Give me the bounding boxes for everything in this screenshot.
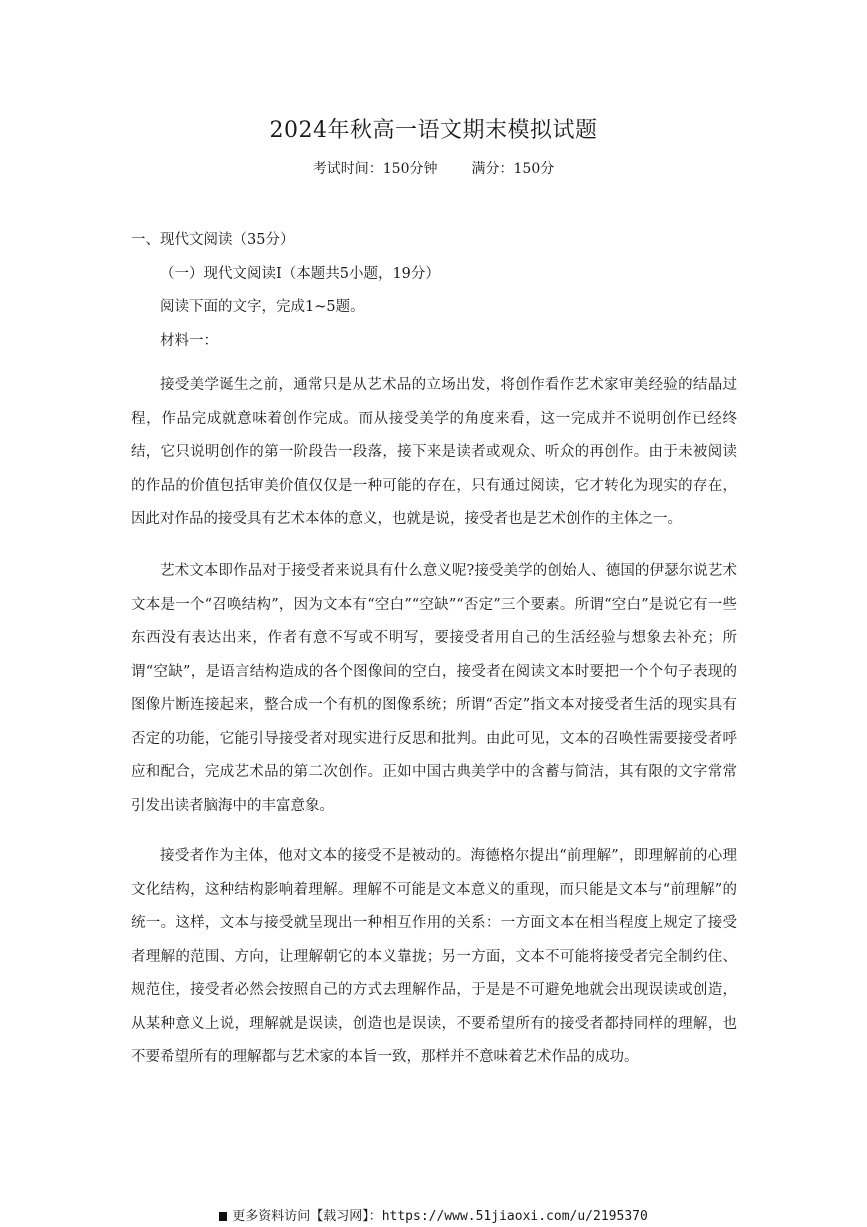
material-label: 材料一： <box>160 333 218 349</box>
full-score: 满分：150分 <box>471 161 555 177</box>
section-subheading: （一）现代文阅读Ⅰ（本题共5小题，19分） <box>160 266 440 282</box>
exam-info <box>0 158 867 178</box>
exam-time: 考试时间：150分钟 <box>312 161 438 177</box>
reading-instruction: 阅读下面的文字，完成1~5题。 <box>160 299 365 315</box>
flag-icon <box>219 1212 227 1221</box>
paragraph-1: 接受美学诞生之前，通常只是从艺术品的立场出发，将创作看作艺术家审美经验的结晶过程，作品完成就意味着创作完成。而从接受美学的角度来看，这一完成并不说明创作已经终结，它只说明创作的第一阶段告一段落，接下来是读者或观众、听众的再创作。由于未被阅读的作品的价值包括审美价值仅仅是一种可能的存在，只有通过阅读，它才转化为现实的存在，因此对作品的接受具有艺术本体的意义，也就是说，接受者也是艺术创作的主体之一。 <box>131 377 737 527</box>
footer-text: 更多资料访问【载习网】：https://www.51jiaoxi.com/u/2195370 <box>232 1209 648 1224</box>
footer-link[interactable] <box>0 1205 867 1224</box>
paragraph-3: 接受者作为主体，他对文本的接受不是被动的。海德格尔提出“前理解”，即理解前的心理文化结构，这种结构影响着理解。理解不可能是文本意义的重现，而只能是文本与“前理解”的统一。这样，文本与接受就呈现出一种相互作用的关系：一方面文本在相当程度上规定了接受者理解的范围、方向，让理解朝它的本义靠拢；另一方面，文本不可能将接受者完全制约住、规范住，接受者必然会按照自己的方式去理解作品，于是是不可避免地就会出现误读或创造，从某种意义上说，理解就是误读，创造也是误读，不要希望所有的接受者都持同样的理解，也不要希望所有的理解都与艺术家的本旨一致，那样并不意味着艺术作品的成功。 <box>131 848 737 1065</box>
page-title: 2024年秋高一语文期末模拟试题 <box>269 118 598 143</box>
section-heading: 一、现代文阅读（35分） <box>131 232 295 248</box>
paragraph-2: 艺术文本即作品对于接受者来说具有什么意义呢?接受美学的创始人、德国的伊瑟尔说艺术文本是一个“召唤结构”，因为文本有“空白”“空缺”“否定”三个要素。所谓“空白”是说它有一些东西没有表达出来，作者有意不写或不明写，要接受者用自己的生活经验与想象去补充；所谓“空缺”，是语言结构造成的各个图像间的空白，接受者在阅读文本时要把一个个句子表现的图像片断连接起来，整合成一个有机的图像系统；所谓“否定”指文本对接受者生活的现实具有否定的功能，它能引导接受者对现实进行反思和批判。由此可见，文本的召唤性需要接受者呼应和配合，完成艺术品的第二次创作。正如中国古典美学中的含蓄与简洁，其有限的文字常常引发出读者脑海中的丰富意象。 <box>131 563 737 814</box>
